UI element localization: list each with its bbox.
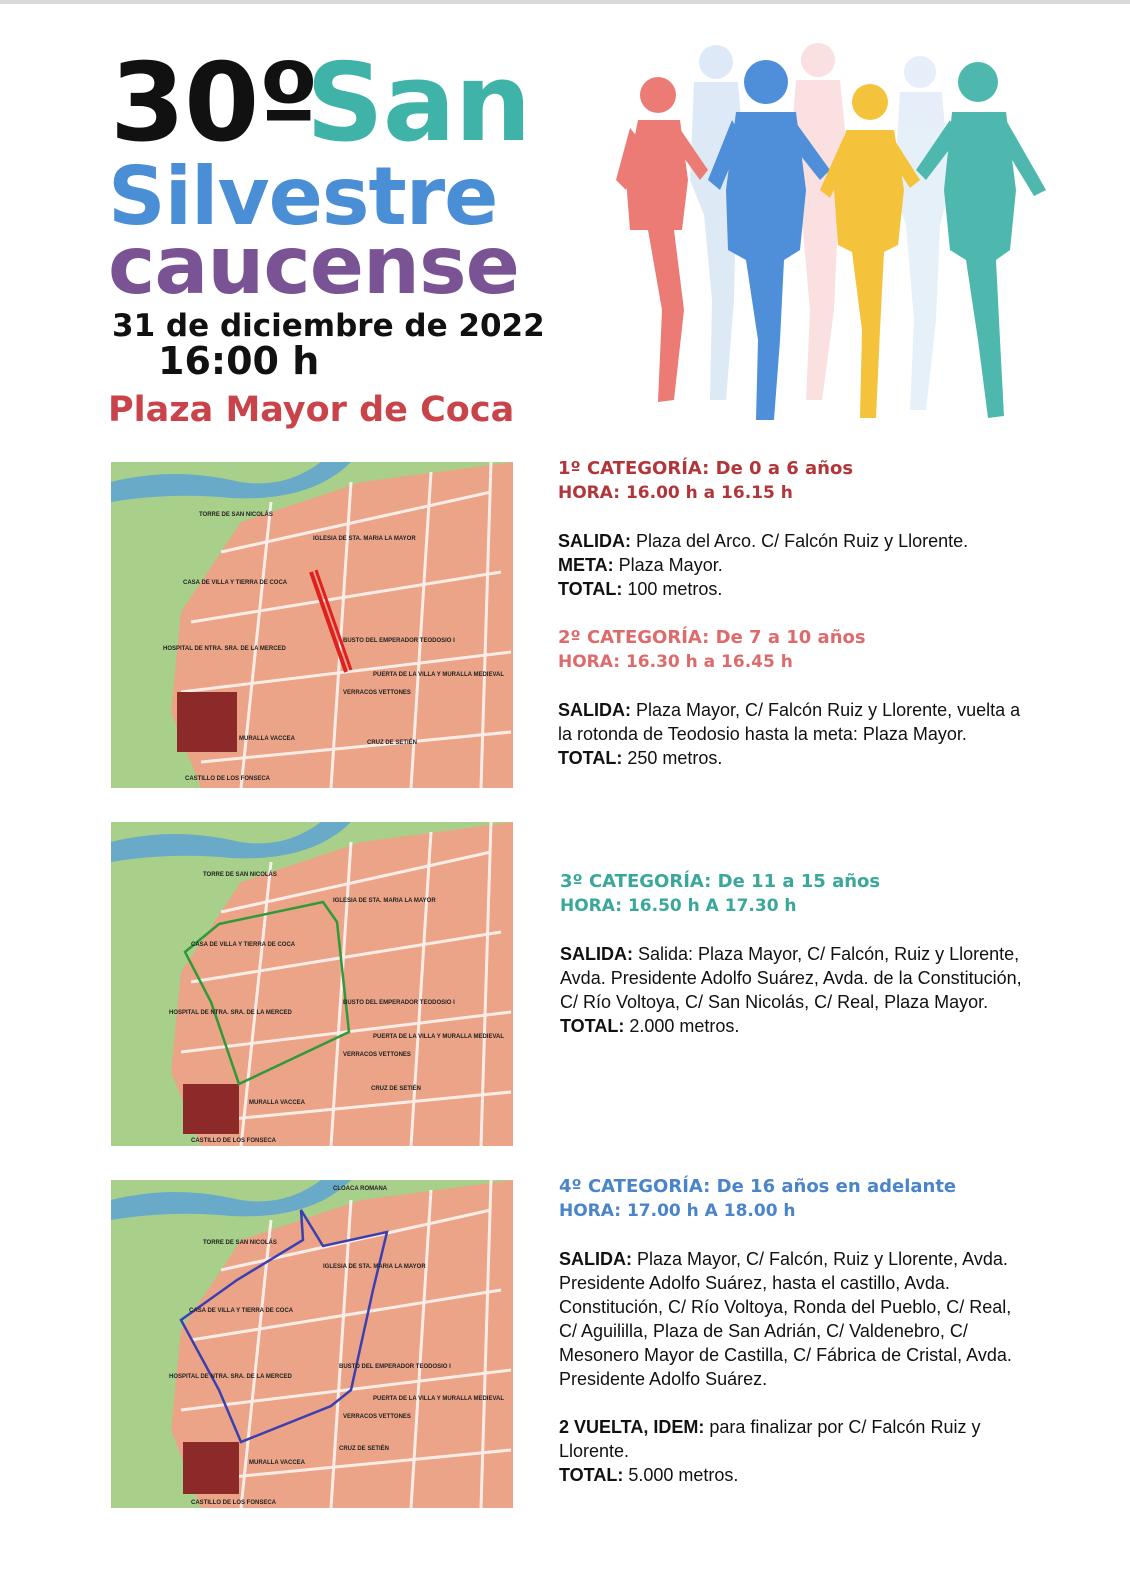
map-label-castillo: CASTILLO DE LOS FONSECA	[191, 1500, 277, 1506]
category-3	[560, 870, 1030, 1038]
category-3-salida: SALIDA: Salida: Plaza Mayor, C/ Falcón, Ruiz y Llorente, Avda. Presidente Adolfo Suárez, Avda. de la Constitución, C/ Río Voltoya, C/ San Nicolás, C/ Real, Plaza Mayor.	[560, 944, 1022, 1012]
category-4-vuelta: 2 VUELTA, IDEM: para finalizar por C/ Falcón Ruiz y Llorente.	[559, 1417, 981, 1461]
category-1-total: TOTAL: 100 metros.	[558, 579, 723, 599]
route-map-cat1-2	[111, 462, 513, 788]
map-label-cloaca: CLOACA ROMANA	[333, 1186, 388, 1192]
category-2-salida: SALIDA: Plaza Mayor, C/ Falcón Ruiz y Llorente, vuelta a la rotonda de Teodosio hasta la meta: Plaza Mayor.	[558, 700, 1021, 744]
map-label-busto: BUSTO DEL EMPERADOR TEODOSIO I	[343, 1000, 455, 1006]
map-label-busto: BUSTO DEL EMPERADOR TEODOSIO I	[343, 638, 455, 644]
map-label-muralla: MURALLA VACCEA	[249, 1460, 305, 1466]
map-label-casa: CASA DE VILLA Y TIERRA DE COCA	[183, 580, 288, 586]
map-label-casa: CASA DE VILLA Y TIERRA DE COCA	[189, 1308, 294, 1314]
map-label-cruz: CRUZ DE SETIÉN	[371, 1086, 422, 1092]
map-label-puerta: PUERTA DE LA VILLA Y MURALLA MEDIEVAL	[373, 1396, 505, 1402]
category-1-meta: META: Plaza Mayor.	[558, 555, 723, 575]
castle-icon	[183, 1442, 239, 1494]
map-label-cruz: CRUZ DE SETIÉN	[367, 740, 418, 746]
category-2	[558, 626, 1028, 770]
route-map-cat4	[111, 1180, 513, 1508]
event-date: 31 de diciembre de 2022	[112, 308, 545, 344]
map-label-hospital: HOSPITAL DE NTRA. SRA. DE LA MERCED	[169, 1010, 292, 1016]
category-4-total: TOTAL: 5.000 metros.	[559, 1465, 739, 1485]
map-label-hospital: HOSPITAL DE NTRA. SRA. DE LA MERCED	[163, 646, 286, 652]
category-4-hour: HORA: 17.00 h A 18.00 h	[559, 1201, 796, 1221]
map-label-puerta: PUERTA DE LA VILLA Y MURALLA MEDIEVAL	[373, 672, 505, 678]
category-1-hour: HORA: 16.00 h a 16.15 h	[558, 483, 793, 503]
title-san: San	[306, 41, 531, 166]
map-label-busto: BUSTO DEL EMPERADOR TEODOSIO I	[339, 1364, 451, 1370]
category-2-total: TOTAL: 250 metros.	[558, 748, 723, 768]
castle-icon	[177, 692, 237, 752]
category-4-salida: SALIDA: Plaza Mayor, C/ Falcón, Ruiz y Llorente, Avda. Presidente Adolfo Suárez, hasta el castillo, Avda. Constitución, C/ Río Voltoya, Ronda del Pueblo, C/ Real, C/ Aguililla, Plaza de San Adrián, C/ Valdenebro, C/ Mesonero Mayor de Castilla, C/ Fábrica de Cristal, Avda. Presidente Adolfo Suárez.	[559, 1249, 1012, 1389]
map-label-torre: TORRE DE SAN NICOLÁS	[203, 1240, 277, 1246]
map-label-iglesia: IGLESIA DE STA. MARIA LA MAYOR	[313, 536, 416, 542]
category-3-heading: 3º CATEGORÍA: De 11 a 15 años	[560, 871, 881, 892]
map-label-iglesia: IGLESIA DE STA. MARIA LA MAYOR	[333, 898, 436, 904]
runners-illustration	[608, 40, 1058, 432]
map-label-cruz: CRUZ DE SETIÉN	[339, 1446, 390, 1452]
map-label-verracos: VERRACOS VETTONES	[343, 690, 411, 696]
category-4-heading: 4º CATEGORÍA: De 16 años en adelante	[559, 1176, 957, 1197]
title-silvestre: Silvestre	[108, 150, 498, 243]
map-label-muralla: MURALLA VACCEA	[239, 736, 295, 742]
event-place: Plaza Mayor de Coca	[108, 390, 515, 430]
map-label-torre: TORRE DE SAN NICOLÁS	[203, 872, 277, 878]
category-3-hour: HORA: 16.50 h A 17.30 h	[560, 896, 797, 916]
map-label-castillo: CASTILLO DE LOS FONSECA	[191, 1138, 277, 1144]
map-label-torre: TORRE DE SAN NICOLÁS	[199, 512, 273, 518]
runner-back-lightblue	[894, 56, 950, 410]
map-label-iglesia: IGLESIA DE STA. MARIA LA MAYOR	[323, 1264, 426, 1270]
category-3-total: TOTAL: 2.000 metros.	[560, 1016, 740, 1036]
map-label-verracos: VERRACOS VETTONES	[343, 1414, 411, 1420]
map-label-puerta: PUERTA DE LA VILLA Y MURALLA MEDIEVAL	[373, 1034, 505, 1040]
route-map-cat3	[111, 822, 513, 1146]
category-1-heading: 1º CATEGORÍA: De 0 a 6 años	[558, 458, 854, 479]
category-2-heading: 2º CATEGORÍA: De 7 a 10 años	[558, 627, 866, 648]
title-caucense: caucense	[108, 219, 519, 312]
map-label-muralla: MURALLA VACCEA	[249, 1100, 305, 1106]
event-time: 16:00 h	[158, 339, 320, 383]
map-label-verracos: VERRACOS VETTONES	[343, 1052, 411, 1058]
edition-number: 30º	[110, 41, 319, 166]
map-label-castillo: CASTILLO DE LOS FONSECA	[185, 776, 271, 782]
category-1	[558, 457, 1028, 601]
castle-icon	[183, 1084, 239, 1134]
map-label-casa: CASA DE VILLA Y TIERRA DE COCA	[191, 942, 296, 948]
map-label-hospital: HOSPITAL DE NTRA. SRA. DE LA MERCED	[169, 1374, 292, 1380]
category-4	[559, 1175, 1029, 1487]
top-border	[0, 0, 1130, 4]
category-2-hour: HORA: 16.30 h a 16.45 h	[558, 652, 793, 672]
category-1-salida: SALIDA: Plaza del Arco. C/ Falcón Ruiz y Llorente.	[558, 531, 969, 551]
